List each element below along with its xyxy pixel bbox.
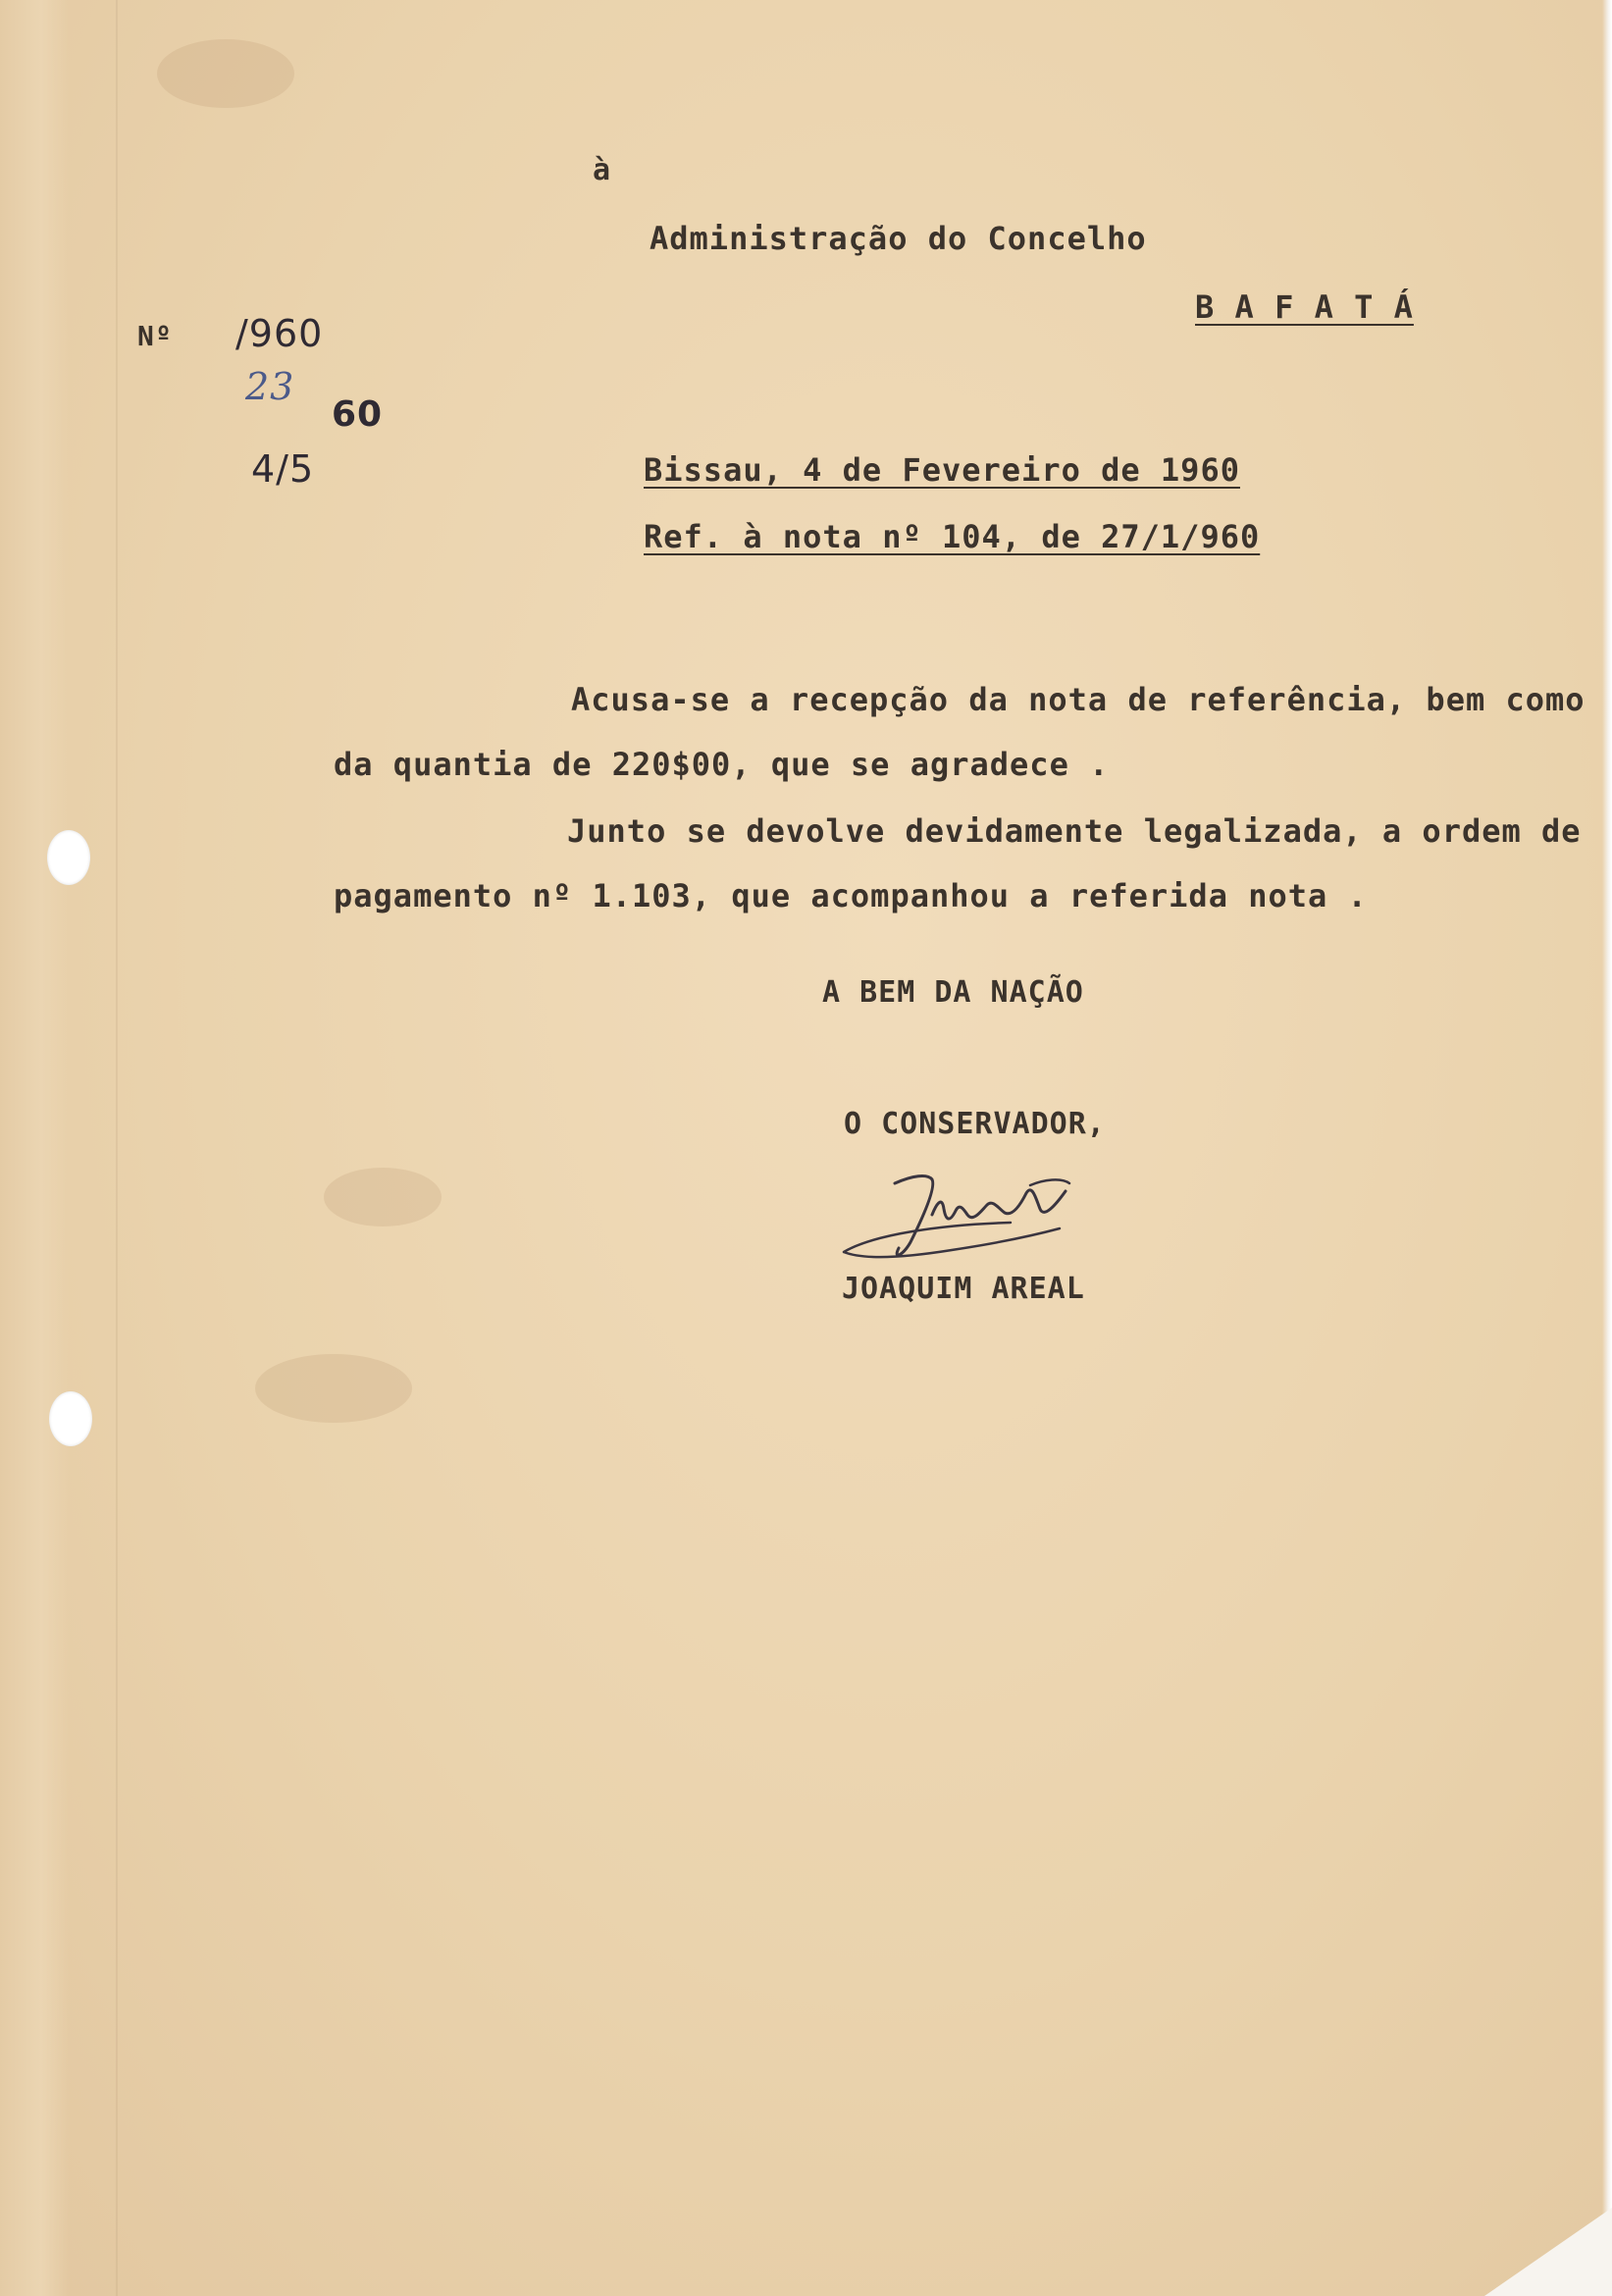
reference-year: /960 — [235, 312, 324, 355]
signatory-name: JOAQUIM AREAL — [842, 1272, 1085, 1306]
paper-fold-line — [116, 0, 118, 2296]
handwritten-date: 4/5 — [251, 447, 315, 491]
header-mark: à — [593, 153, 612, 187]
punch-hole-top — [47, 830, 90, 885]
handwritten-60: 60 — [332, 394, 384, 435]
closing-salutation: A BEM DA NAÇÃO — [822, 975, 1084, 1010]
paragraph-2-line-1: Junto se devolve devidamente legalizada, a ordem de — [567, 812, 1582, 850]
paper-left-edge — [0, 0, 69, 2296]
paragraph-1-line-1: Acusa-se a recepção da nota de referência, bem como — [571, 681, 1586, 718]
paragraph-2-line-2: pagamento nº 1.103, que acompanhou a referida nota . — [334, 877, 1368, 914]
pencil-number: 23 — [245, 365, 295, 408]
corner-curl — [1484, 2208, 1612, 2296]
paragraph-1-line-2: da quantia de 220$00, que se agradece . — [334, 746, 1110, 783]
stain — [255, 1354, 412, 1423]
paper-right-edge — [1602, 0, 1612, 2296]
signature — [834, 1166, 1109, 1274]
stain — [157, 39, 294, 108]
reference-line: Ref. à nota nº 104, de 27/1/960 — [644, 518, 1261, 555]
date-line: Bissau, 4 de Fevereiro de 1960 — [644, 451, 1240, 489]
reference-number-label: Nº — [137, 320, 173, 352]
signatory-title: O CONSERVADOR, — [844, 1107, 1106, 1141]
stain — [324, 1168, 442, 1226]
addressee: Administração do Concelho — [650, 220, 1147, 257]
place-name: B A F A T Á — [1195, 288, 1414, 326]
punch-hole-bottom — [49, 1391, 92, 1446]
